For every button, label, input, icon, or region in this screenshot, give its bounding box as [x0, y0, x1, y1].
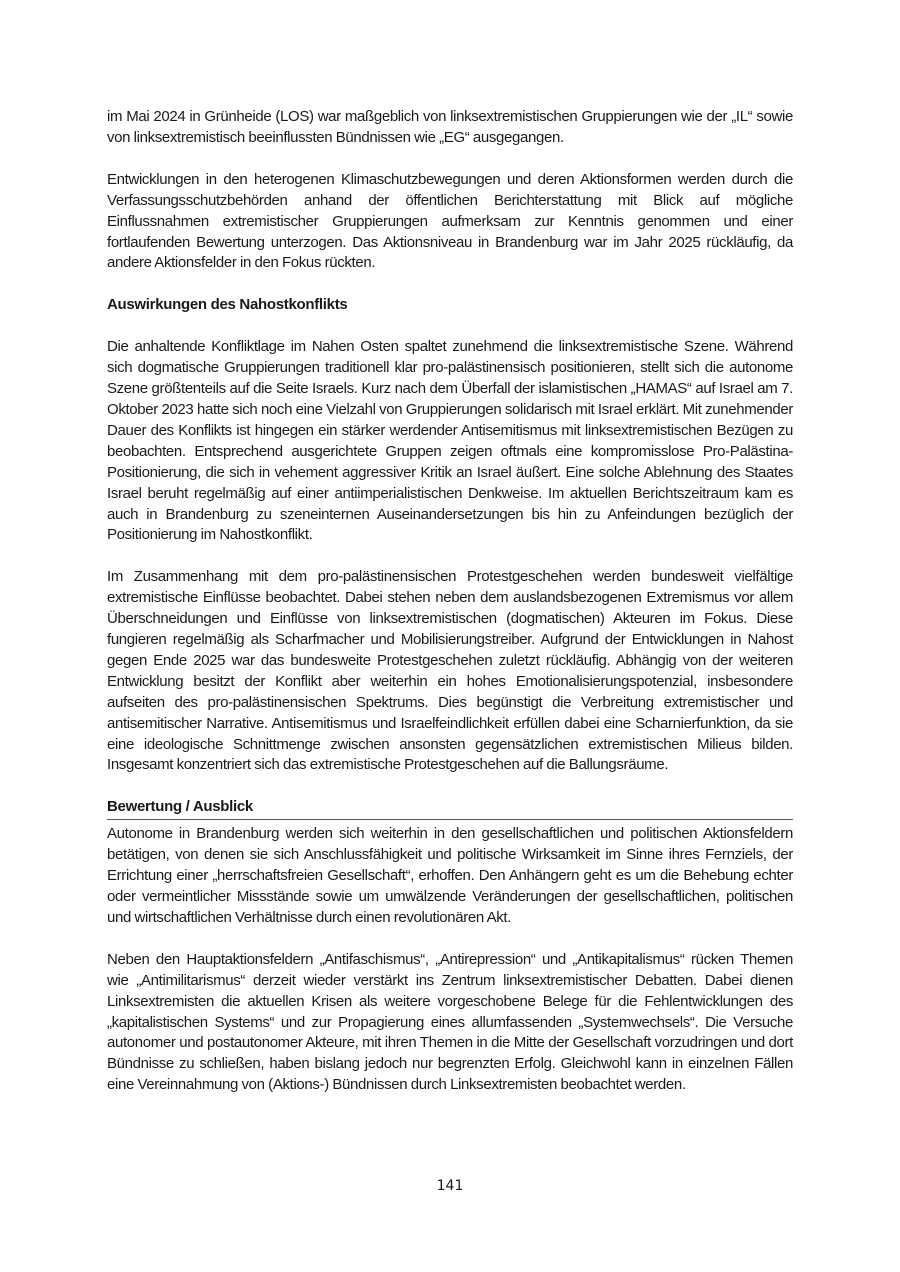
paragraph-klimaschutz: Entwicklungen in den heterogenen Klimaschutzbewegungen und deren Aktionsformen werden durch die Verfassungsschutzbehörden anhand der öffentlichen Berichterstattung mit Blick auf mögliche Einflussnahmen extremistischer Gruppierungen aufmerksam zur Kenntnis genommen und einer fortlaufenden Bewertung unterzogen. Das Aktionsniveau in Brandenburg war im Jahr 2025 rückläufig, da andere Aktionsfelder in den Fokus rückten. — [107, 170, 793, 272]
paragraph-protestgeschehen: Im Zusammenhang mit dem pro-palästinensischen Protestgeschehen werden bundesweit vielfältige extremistische Einflüsse beobachtet. Dabei stehen neben dem auslandsbezogenen Extremismus vor allem Überschneidungen und Einflüsse von linksextremistischen (dogmatischen) Akteuren im Fokus. Diese fungieren regelmäßig als Scharfmacher und Mobilisierungstreiber. Aufgrund der Entwicklungen in Nahost gegen Ende 2025 war das bundesweite Protestgeschehen zuletzt rückläufig. Abhängig von der weiteren Entwicklung besitzt der Konflikt aber weiterhin ein hohes Emotionalisierungspotenzial, insbesondere aufseiten des pro-palästinensischen Spektrums. Dies begünstigt die Verbreitung extremistischer und antisemitischer Narrative. Antisemitismus und Israelfeindlichkeit erfüllen dabei eine Scharnierfunktion, da sie eine ideologische Schnittmenge zwischen ansonsten gegensätzlichen extremistischen Milieus bilden. Insgesamt konzentriert sich das extremistische Protestgeschehen auf die Ballungsräume. — [107, 568, 793, 774]
page-number: 141 — [436, 1178, 464, 1194]
paragraph-nahost-szene: Die anhaltende Konfliktlage im Nahen Osten spaltet zunehmend die linksextremistische Szene. Während sich dogmatische Gruppierungen traditionell klar pro-palästinensisch positionieren, stellt sich die autonome Szene größtenteils auf die Seite Israels. Kurz nach dem Überfall der islamistischen „HAMAS“ auf Israel am 7. Oktober 2023 hatte sich noch eine Vielzahl von Gruppierungen solidarisch mit Israel erklärt. Mit zunehmender Dauer des Konflikts ist hingegen ein stärker werdender Antisemitismus mit linksextremistischen Bezügen zu beobachten. Entsprechend ausgerichtete Gruppen zeigen oftmals eine kompromisslose Pro-Palästina-Positionierung, die sich in vehement aggressiver Kritik an Israel äußert. Eine solche Ablehnung des Staates Israel beruht regelmäßig auf einer antiimperialistischen Denkweise. Im aktuellen Berichtszeitraum kam es auch in Brandenburg zu szeneinternen Auseinandersetzungen bis hin zu Anfeindungen bezüglich der Positionierung im Nahostkonflikt. — [107, 338, 793, 544]
paragraph-autonome: Autonome in Brandenburg werden sich weiterhin in den gesellschaftlichen und politischen Aktionsfeldern betätigen, von denen sie sich Anschlussfähigkeit und politische Wirksamkeit im Sinne ihres Fernziels, der Errichtung einer „herrschaftsfreien Gesellschaft“, erhoffen. Den Anhängern geht es um die Behebung echter oder vermeintlicher Missstände sowie um umwälzende Veränderungen der gesellschaftlichen, politischen und wirtschaftlichen Verhältnisse durch einen revolutionären Akt. — [107, 825, 793, 926]
paragraph-hauptaktionsfelder: Neben den Hauptaktionsfeldern „Antifaschismus“, „Antirepression“ und „Antikapitalismus“ rücken Themen wie „Antimilitarismus“ derzeit wieder verstärkt ins Zentrum linksextremistischer Debatten. Dabei dienen Linksextremisten die aktuellen Krisen als weitere vorgeschobene Belege für die Fehlentwicklungen des „kapitalistischen Systems“ und zur Propagierung eines allumfassenden „Systemwechsels“. Die Versuche autonomer und postautonomer Akteure, mit ihren Themen in die Mitte der Gesellschaft vorzudringen und dort Bündnisse zu schließen, haben bislang jedoch nur begrenzten Erfolg. Gleichwohl kann in einzelnen Fällen eine Vereinnahmung von (Aktions-) Bündnissen durch Linksextremisten beobachtet werden. — [107, 950, 793, 1094]
paragraph-gruenheide: im Mai 2024 in Grünheide (LOS) war maßgeblich von linksextremistischen Gruppierungen wie der „IL“ sowie von linksextremistisch beeinflussten Bündnissen wie „EG“ ausgegangen. — [107, 108, 793, 146]
section-heading-nahostkonflikt: Auswirkungen des Nahostkonflikts — [107, 296, 348, 314]
document-body — [107, 107, 793, 1096]
section-heading-bewertung: Bewertung / Ausblick — [107, 797, 793, 820]
